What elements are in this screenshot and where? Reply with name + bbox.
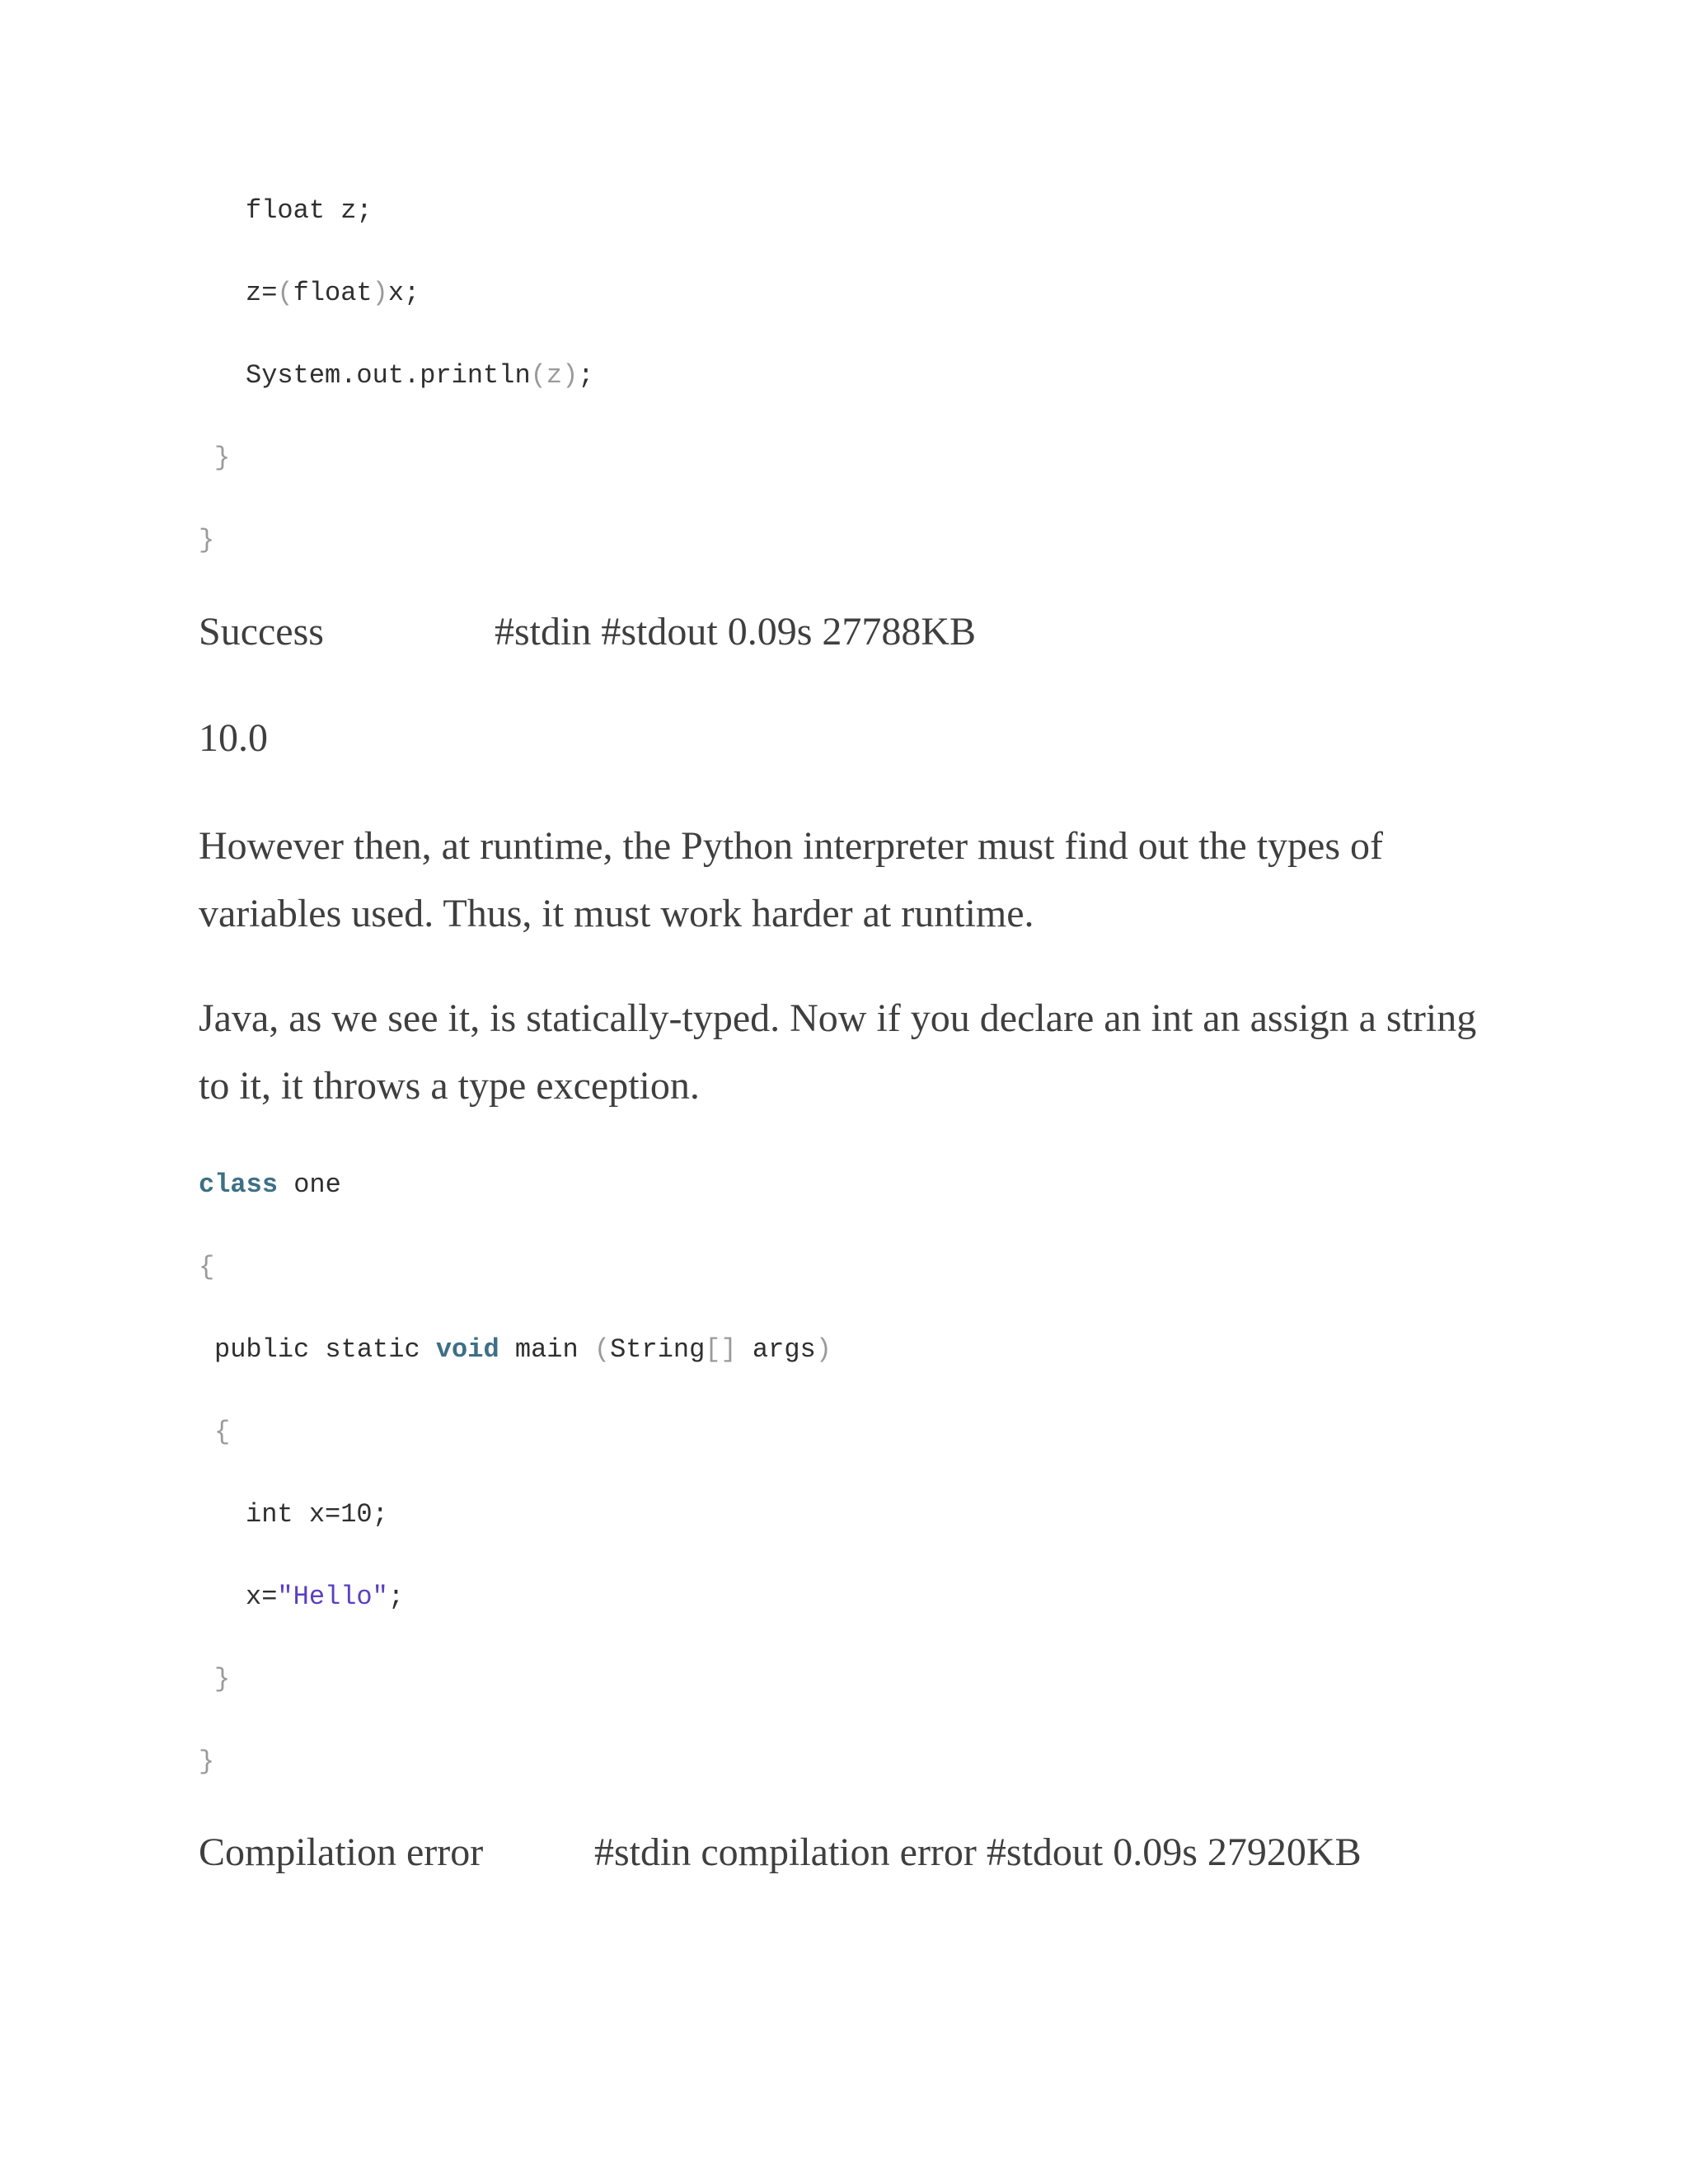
code-line-main <box>214 1333 832 1366</box>
code-string: "Hello" <box>277 1582 388 1612</box>
code-line-cast <box>246 277 420 310</box>
code-line-println <box>246 359 593 392</box>
code-text: x= <box>246 1582 278 1612</box>
run-result-success <box>199 607 977 657</box>
code-text: z= <box>246 278 278 308</box>
code-open-brace-outer: { <box>199 1252 215 1282</box>
run-meta: #stdin #stdout 0.09s 27788KB <box>495 610 977 654</box>
code-line-float-z <box>246 194 373 227</box>
code-brackets: [] <box>705 1334 737 1365</box>
code-close-brace-outer: } <box>199 525 215 555</box>
status-label: Success <box>199 610 324 654</box>
code-text: float z; <box>246 195 373 226</box>
code-close-brace-inner-2: } <box>214 1664 231 1694</box>
paragraph-java-static <box>199 985 1484 1120</box>
code-paren: ) <box>372 278 388 308</box>
code-line-int: int x=10; <box>246 1499 388 1530</box>
code-paren: ) <box>815 1334 832 1365</box>
status-label: Compilation error <box>199 1830 484 1874</box>
run-result-error <box>199 1828 1362 1877</box>
code-close-brace-inner: } <box>214 443 231 473</box>
code-line-class <box>199 1169 341 1202</box>
run-meta: #stdin compilation error #stdout 0.09s 27920KB <box>594 1830 1362 1874</box>
code-arg: z <box>546 360 563 391</box>
code-text: System.out.println <box>246 360 531 391</box>
code-text: args <box>736 1334 816 1365</box>
code-keyword: void <box>435 1334 499 1365</box>
paragraph-python-runtime <box>199 813 1484 948</box>
code-keyword: class <box>199 1169 279 1200</box>
code-text: float <box>293 278 373 308</box>
code-paren: ( <box>277 278 293 308</box>
code-paren: ( <box>530 360 546 391</box>
code-text: main <box>499 1334 594 1365</box>
code-text: ; <box>578 360 594 391</box>
code-text: one <box>278 1169 341 1200</box>
code-paren: ( <box>593 1334 611 1365</box>
code-text: String <box>610 1334 706 1365</box>
code-close-brace-outer-2: } <box>199 1746 215 1777</box>
code-text: x; <box>387 278 420 308</box>
code-text: ; <box>387 1582 405 1612</box>
code-text: public static <box>214 1334 436 1365</box>
code-open-brace-inner: { <box>214 1417 231 1447</box>
paragraph-text: Java, as we see it, is statically-typed. Now if you declare an int an assign a string to it, it throws a type exception. <box>199 996 1477 1108</box>
code-line-assign <box>246 1581 404 1614</box>
paragraph-text: However then, at runtime, the Python interpreter must find out the types of variables used. Thus, it must work harder at runtime. <box>199 824 1383 935</box>
code-paren: ) <box>562 360 579 391</box>
program-output: 10.0 <box>199 716 268 760</box>
